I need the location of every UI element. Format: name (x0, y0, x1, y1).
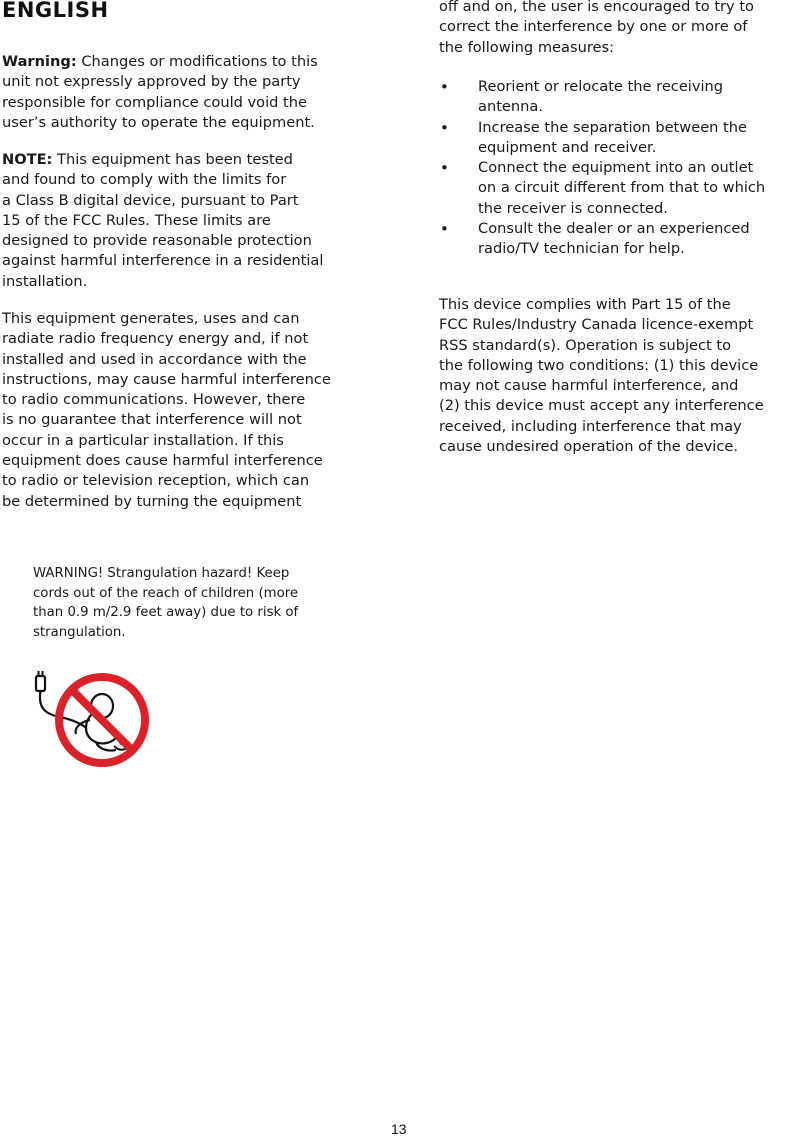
bullet-icon: • (440, 78, 449, 96)
warning-paragraph: Warning: Changes or modifications to this unit not expressly approved by the party responsible for compliance could void the user’s authority to operate the equipment. (2, 53, 318, 131)
note-paragraph: NOTE: This equipment has been tested and found to comply with the limits for a Class B digital device, pursuant to Part 15 of the FCC Rules. These limits are designed to provide reasonable protection against harmful interference in a residential installation. (2, 151, 324, 290)
note-label: NOTE: (2, 151, 53, 168)
warning-label: Warning: (2, 53, 77, 70)
strangulation-hazard-icon (26, 662, 150, 770)
interference-paragraph: This equipment generates, uses and can radiate radio frequency energy and, if not installed and used in accordance with the instructions, may cause harmful interference to radio communications. However, there is no guarantee that interference will not occur in a particular installation. If this equipment does cause harmful interference to radio or television reception, which can be determined by turning the equipment (2, 310, 331, 510)
list-item: • Increase the separation between the equipment and receiver. (440, 118, 748, 156)
list-item: • Connect the equipment into an outlet on a circuit different from that to which the receiver is connected. (440, 159, 766, 217)
strangulation-warning: WARNING! Strangulation hazard! Keep cords out of the reach of children (more than 0.9 m/2.9 feet away) due to risk of strangulation. (33, 566, 299, 641)
continuation-paragraph: off and on, the user is encouraged to try to correct the interference by one or more of the following measures: (439, 0, 754, 56)
bullet-icon: • (440, 159, 449, 178)
page-number: 13 (391, 1121, 407, 1137)
measures-list (439, 77, 806, 260)
list-item: • Reorient or relocate the receiving antenna. (440, 78, 724, 116)
bullet-icon: • (440, 220, 449, 239)
page-title: ENGLISH (2, 0, 109, 22)
list-item: • Consult the dealer or an experienced radio/TV technician for help. (440, 220, 750, 258)
compliance-paragraph: This device complies with Part 15 of the FCC Rules/Industry Canada licence-exempt RSS standard(s). Operation is subject to the following two conditions: (1) this device may not cause harmful interference, and (2) this device must accept any interference received, including interference that may cause undesired operation of the device. (439, 296, 764, 456)
bullet-icon: • (440, 118, 449, 137)
